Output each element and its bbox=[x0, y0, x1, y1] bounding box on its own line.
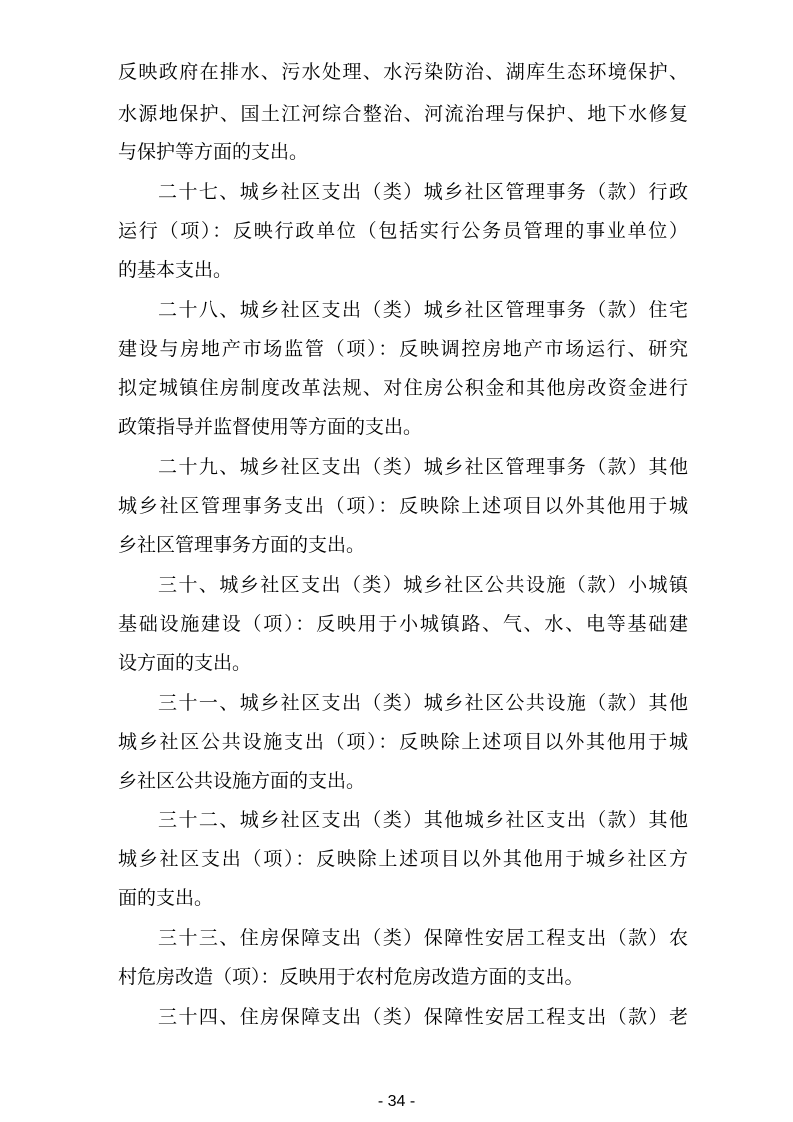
text-line: 三十一、城乡社区支出（类）城乡社区公共设施（款）其他 bbox=[158, 692, 688, 714]
text-line: 三十二、城乡社区支出（类）其他城乡社区支出（款）其他 bbox=[158, 809, 688, 831]
text-line: 二十九、城乡社区支出（类）城乡社区管理事务（款）其他 bbox=[158, 456, 688, 478]
text-line: 城乡社区支出（项）：反映除上述项目以外其他用于城乡社区方 bbox=[118, 848, 688, 870]
text-line: 二十七、城乡社区支出（类）城乡社区管理事务（款）行政 bbox=[158, 181, 688, 203]
text-line: 城乡社区公共设施支出（项）：反映除上述项目以外其他用于城 bbox=[118, 731, 688, 753]
text-line: 的基本支出。 bbox=[118, 259, 233, 281]
text-line: 乡社区公共设施方面的支出。 bbox=[118, 770, 366, 792]
text-line: 水源地保护、国土江河综合整治、河流治理与保护、地下水修复 bbox=[118, 103, 688, 125]
text-line: 与保护等方面的支出。 bbox=[118, 141, 309, 163]
text-line: 设方面的支出。 bbox=[118, 652, 252, 674]
text-line: 反映政府在排水、污水处理、水污染防治、湖库生态环境保护、 bbox=[118, 61, 688, 83]
text-line: 基础设施建设（项）：反映用于小城镇路、气、水、电等基础建 bbox=[118, 613, 688, 635]
text-line: 政策指导并监督使用等方面的支出。 bbox=[118, 416, 423, 438]
text-line: 三十三、住房保障支出（类）保障性安居工程支出（款）农 bbox=[158, 927, 688, 949]
text-line: 三十四、住房保障支出（类）保障性安居工程支出（款）老 bbox=[158, 1006, 688, 1028]
text-line: 拟定城镇住房制度改革法规、对住房公积金和其他房改资金进行 bbox=[118, 377, 688, 399]
text-line: 乡社区管理事务方面的支出。 bbox=[118, 534, 366, 556]
text-line: 建设与房地产市场监管（项）：反映调控房地产市场运行、研究 bbox=[118, 338, 688, 360]
text-line: 运行（项）：反映行政单位（包括实行公务员管理的事业单位） bbox=[118, 220, 688, 242]
text-line: 城乡社区管理事务支出（项）：反映除上述项目以外其他用于城 bbox=[118, 495, 688, 517]
text-line: 二十八、城乡社区支出（类）城乡社区管理事务（款）住宅 bbox=[158, 299, 688, 321]
text-line: 面的支出。 bbox=[118, 887, 214, 909]
text-line: 村危房改造（项）：反映用于农村危房改造方面的支出。 bbox=[118, 966, 584, 988]
page-number: - 34 - bbox=[377, 1093, 416, 1110]
text-line: 三十、城乡社区支出（类）城乡社区公共设施（款）小城镇 bbox=[158, 574, 688, 596]
